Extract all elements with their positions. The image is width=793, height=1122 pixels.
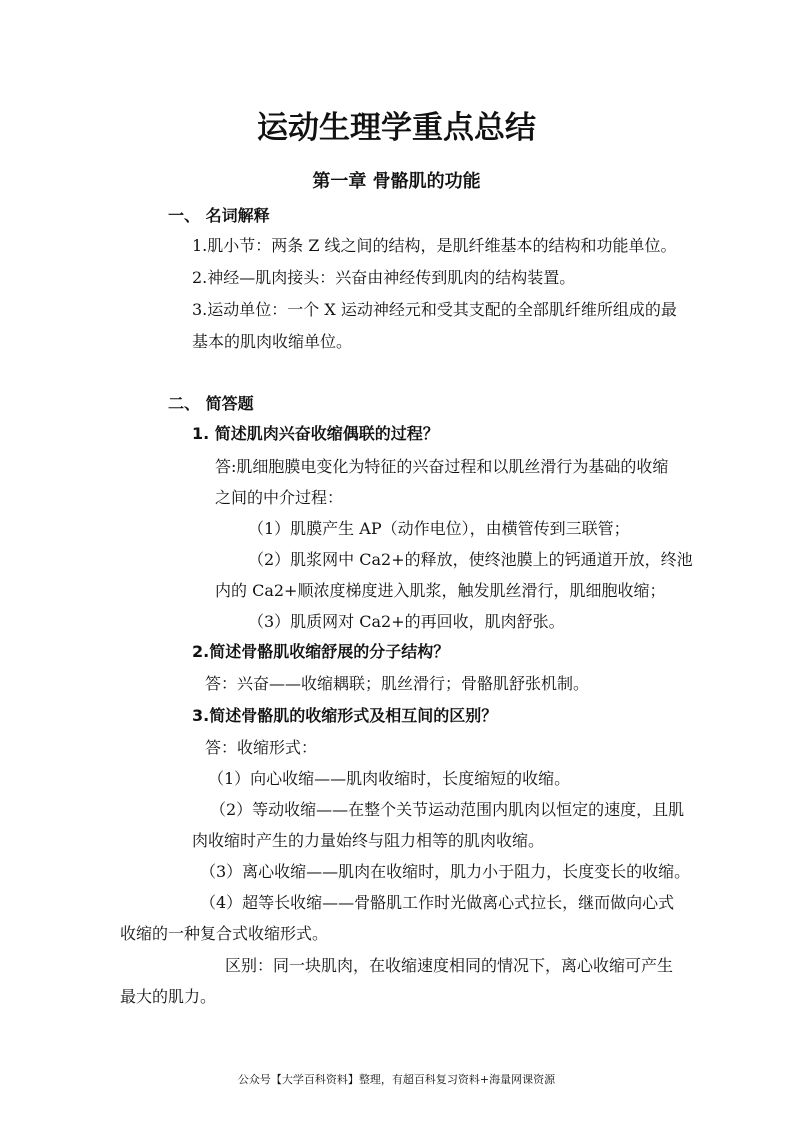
answer-line: 答：兴奋——收缩耦联；肌丝滑行；骨骼肌舒张机制。 — [205, 674, 590, 693]
question-2: 2.简述骨骼肌收缩舒展的分子结构？ — [192, 642, 450, 661]
chapter-heading: 第一章 骨骼肌的功能 — [312, 171, 481, 192]
section-heading-short-answer: 二、 简答题 — [168, 394, 254, 413]
question-1: 1. 简述肌肉兴奋收缩偶联的过程？ — [192, 424, 439, 443]
answer-line: （3）离心收缩——肌肉在收缩时，肌力小于阻力，长度变长的收缩。 — [200, 862, 691, 881]
answer-line: 答：收缩形式： — [205, 738, 318, 757]
document-title: 运动生理学重点总结 — [257, 110, 536, 146]
answer-line: （1）肌膜产生 AP（动作电位），由横管传到三联管； — [248, 519, 630, 538]
answer-line: （2）等动收缩——在整个关节运动范围内肌肉以恒定的速度，且肌 — [210, 800, 685, 819]
answer-line: 最大的肌力。 — [120, 987, 217, 1006]
term-item-continued: 基本的肌肉收缩单位。 — [192, 332, 353, 351]
answer-line: 之间的中介过程： — [215, 488, 344, 507]
answer-line: 答:肌细胞膜电变化为特征的兴奋过程和以肌丝滑行为基础的收缩 — [215, 457, 669, 476]
term-item: 1.肌小节：两条 Z 线之间的结构，是肌纤维基本的结构和功能单位。 — [192, 236, 677, 255]
answer-line: （1）向心收缩——肌肉收缩时，长度缩短的收缩。 — [208, 769, 571, 788]
section-heading-terms: 一、 名词解释 — [168, 206, 270, 225]
term-item: 3.运动单位：一个 X 运动神经元和受其支配的全部肌纤维所组成的最 — [192, 300, 677, 319]
answer-line: （2）肌浆网中 Ca2+的释放，使终池膜上的钙通道开放，终池 — [248, 550, 693, 569]
answer-line: 肉收缩时产生的力量始终与阻力相等的肌肉收缩。 — [192, 831, 545, 850]
page-footer: 公众号【大学百科资料】整理，有超百科复习资料+海量网课资源 — [237, 1073, 556, 1086]
question-3: 3.简述骨骼肌的收缩形式及相互间的区别？ — [192, 706, 498, 725]
term-item: 2.神经—肌肉接头：兴奋由神经传到肌肉的结构装置。 — [192, 268, 576, 287]
answer-line: （4）超等长收缩——骨骼肌工作时光做离心式拉长，继而做向心式 — [200, 893, 675, 912]
answer-line: 区别：同一块肌肉，在收缩速度相同的情况下，离心收缩可产生 — [225, 956, 674, 975]
answer-line: 内的 Ca2+顺浓度梯度进入肌浆，触发肌丝滑行，肌细胞收缩； — [215, 581, 666, 600]
answer-line: 收缩的一种复合式收缩形式。 — [120, 924, 329, 943]
answer-line: （3）肌质网对 Ca2+的再回收，肌肉舒张。 — [248, 612, 565, 631]
